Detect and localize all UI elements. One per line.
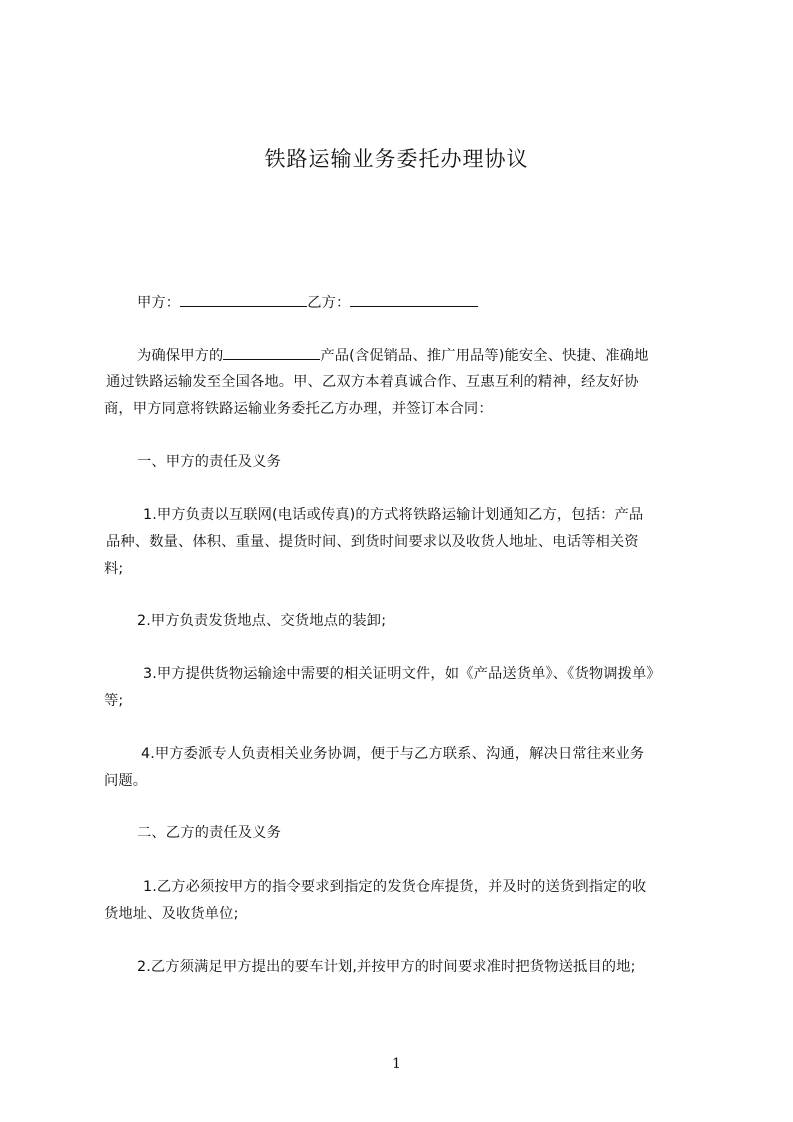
section2-item2-line1: 2.乙方须满足甲方提出的要车计划,并按甲方的时间要求准时把货物送抵目的地; — [137, 959, 636, 975]
section1-heading: 一、甲方的责任及义务 — [137, 454, 281, 470]
party-b-label: 乙方： — [307, 295, 351, 311]
document-title: 铁路运输业务委托办理协议 — [264, 147, 529, 171]
section2-item1-line2: 货地址、及收货单位; — [104, 906, 239, 922]
party-a-label: 甲方： — [137, 295, 181, 311]
section2-item1-line1: 1.乙方必须按甲方的指令要求到指定的发货仓库提货，并及时的送货到指定的收 — [143, 879, 647, 895]
section1-item1-line1: 1.甲方负责以互联网(电话或传真)的方式将铁路运输计划通知乙方，包括：产品 — [143, 507, 644, 523]
intro-line-3: 商，甲方同意将铁路运输业务委托乙方办理，并签订本合同： — [104, 401, 493, 417]
section1-item2-line1: 2.甲方负责发货地点、交货地点的装卸; — [137, 613, 387, 629]
parties-line — [137, 292, 478, 312]
section1-item4-line1: 4.甲方委派专人负责相关业务协调，便于与乙方联系、沟通，解决日常往来业务 — [141, 746, 645, 762]
product-blank — [223, 345, 320, 360]
intro-suffix: 产品(含促销品、推广用品等)能安全、快捷、准确地 — [320, 348, 649, 364]
section1-item3-line2: 等; — [104, 693, 124, 709]
section1-item4-line2: 问题。 — [104, 773, 148, 789]
party-b-blank — [350, 292, 478, 307]
section1-item1-line2: 品种、数量、体积、重量、提货时间、到货时间要求以及收货人地址、电话等相关资 — [106, 534, 639, 550]
section1-item3-line1: 3.甲方提供货物运输途中需要的相关证明文件，如《产品送货单》、《货物调拨单》 — [143, 666, 661, 682]
intro-line-1 — [137, 345, 648, 365]
intro-prefix: 为确保甲方的 — [137, 348, 224, 364]
section2-heading: 二、乙方的责任及义务 — [137, 825, 281, 841]
section1-item1-line3: 料; — [104, 561, 124, 577]
party-a-blank — [180, 292, 307, 307]
page-number: 1 — [392, 1056, 401, 1072]
intro-line-2: 通过铁路运输发至全国各地。甲、乙双方本着真诚合作、互惠互利的精神，经友好协 — [106, 374, 639, 390]
